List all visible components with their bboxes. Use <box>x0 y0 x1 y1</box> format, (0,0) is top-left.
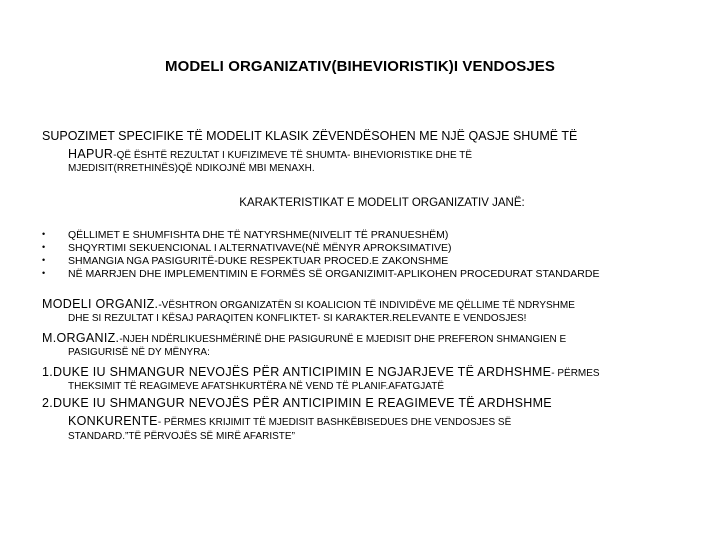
paragraph-m-organiz: M.ORGANIZ.-NJEH NDËRLIKUESHMËRINË DHE PASIGURUNË E MJEDISIT DHE PREFERON SHMANGIEN E <box>42 331 567 345</box>
paragraph-point-2-line2: KONKURENTE- PËRMES KRIJIMIT TË MJEDISIT BASHKËBISEDUES DHE VENDOSJES SË <box>68 414 512 429</box>
intro-hapur: HAPUR <box>68 147 114 161</box>
list-item: • QËLLIMET E SHUMFISHTA DHE TË NATYRSHME(NIVELIT TË PRANUESHËM) <box>42 229 449 242</box>
characteristics-list <box>42 229 692 281</box>
slide-body <box>42 129 692 443</box>
paragraph-point-1: 1.DUKE IU SHMANGUR NEVOJËS PËR ANTICIPIMIN E NGJARJEVE TË ARDHSHME- PËRMES <box>42 365 600 380</box>
intro-cont2: MJEDISIT(RRETHINËS)QË NDIKOJNË MBI MENAXH. <box>68 163 315 175</box>
paragraph-point-1-cont: THEKSIMIT TË REAGIMEVE AFATSHKURTËRA NË VEND TË PLANIF.AFATGJATË <box>68 381 445 393</box>
bullet-icon: • <box>42 267 46 278</box>
intro-cont1: -QË ËSHTË REZULTAT I KUFIZIMEVE TË SHUMTA- BIHEVIORISTIKE DHE TË <box>113 150 473 161</box>
paragraph-point-2-cont: STANDARD.”TË PËRVOJËS SË MIRË AFARISTE” <box>68 430 295 442</box>
paragraph-m-organiz-cont: PASIGURISË NË DY MËNYRA: <box>68 347 210 359</box>
bullet-icon: • <box>42 242 46 253</box>
intro-continuation <box>42 144 692 163</box>
paragraph-modeli-organiz: MODELI ORGANIZ.-VËSHTRON ORGANIZATËN SI KOALICION TË INDIVIDËVE ME QËLLIME TË NDRYSHME <box>42 296 575 311</box>
slide-title: MODELI ORGANIZATIV(BIHEVIORISTIK)I VENDOSJES <box>165 58 555 75</box>
intro-paragraph <box>42 129 692 144</box>
paragraph-modeli-organiz-cont: DHE SI REZULTAT I KËSAJ PARAQITEN KONFLIKTET- SI KARAKTER.RELEVANTE E VENDOSJES! <box>68 313 527 324</box>
characteristics-subtitle: KARAKTERISTIKAT E MODELIT ORGANIZATIV JANË: <box>239 197 525 210</box>
list-item: • SHQYRTIMI SEKUENCIONAL I ALTERNATIVAVE(NË MËNYR APROKSIMATIVE) <box>42 242 452 255</box>
intro-lead: SUPOZIMET SPECIFIKE TË MODELIT KLASIK ZËVENDËSOHEN ME NJË QASJE SHUMË TË <box>42 129 578 143</box>
bullet-icon: • <box>42 255 46 265</box>
paragraph-point-2: 2.DUKE IU SHMANGUR NEVOJËS PËR ANTICIPIMIN E REAGIMEVE TË ARDHSHME <box>42 396 552 411</box>
bullet-icon: • <box>42 229 46 240</box>
list-item: • NË MARRJEN DHE IMPLEMENTIMIN E FORMËS SË ORGANIZIMIT-APLIKOHEN PROCEDURAT STANDARDE <box>42 267 600 280</box>
list-item: • SHMANGIA NGA PASIGURITË-DUKE RESPEKTUAR PROCED.E ZAKONSHME <box>42 255 449 267</box>
intro-continuation-2 <box>42 163 692 175</box>
